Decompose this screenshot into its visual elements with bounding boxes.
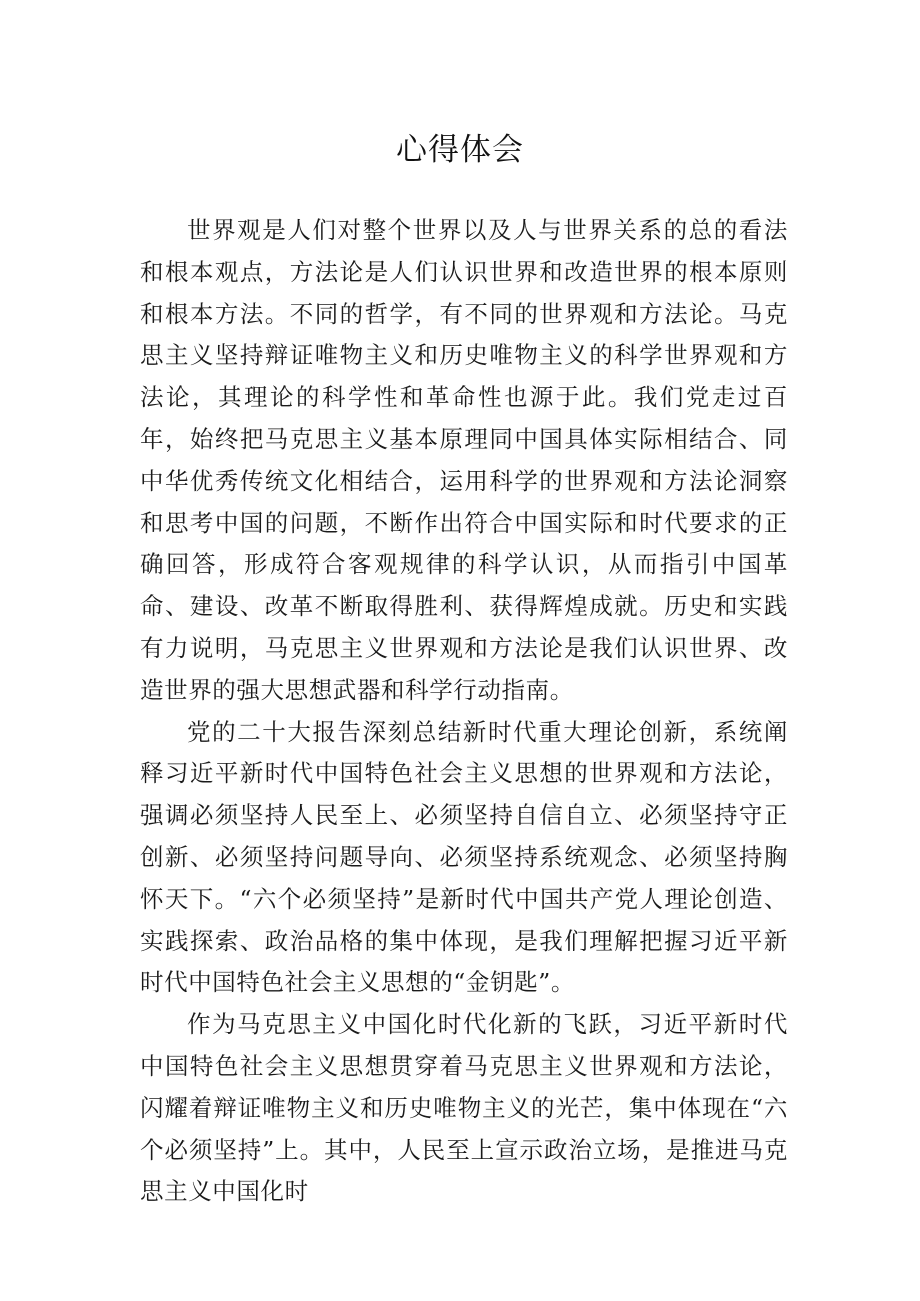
- paragraph-1: 世界观是人们对整个世界以及人与世界关系的总的看法和根本观点，方法论是人们认识世界和改造世界的根本原则和根本方法。不同的哲学，有不同的世界观和方法论。马克思主义坚持辩证唯物主义和历史唯物主义的科学世界观和方法论，其理论的科学性和革命性也源于此。我们党走过百年，始终把马克思主义基本原理同中国具体实际相结合、同中华优秀传统文化相结合，运用科学的世界观和方法论洞察和思考中国的问题，不断作出符合中国实际和时代要求的正确回答，形成符合客观规律的科学认识，从而指引中国革命、建设、改革不断取得胜利、获得辉煌成就。历史和实践有力说明，马克思主义世界观和方法论是我们认识世界、改造世界的强大思想武器和科学行动指南。: [140, 216, 788, 704]
- document-title: 心得体会: [396, 132, 524, 168]
- paragraph-3: 作为马克思主义中国化时代化新的飞跃，习近平新时代中国特色社会主义思想贯穿着马克思主义世界观和方法论，闪耀着辩证唯物主义和历史唯物主义的光芒，集中体现在“六个必须坚持”上。其中，人民至上宣示政治立场，是推进马克思主义中国化时: [140, 1010, 788, 1206]
- document-body: [140, 210, 788, 1213]
- paragraph-2: 党的二十大报告深刻总结新时代重大理论创新，系统阐释习近平新时代中国特色社会主义思想的世界观和方法论，强调必须坚持人民至上、必须坚持自信自立、必须坚持守正创新、必须坚持问题导向、必须坚持系统观念、必须坚持胸怀天下。“六个必须坚持”是新时代中国共产党人理论创造、实践探索、政治品格的集中体现，是我们理解把握习近平新时代中国特色社会主义思想的“金钥匙”。: [140, 717, 788, 997]
